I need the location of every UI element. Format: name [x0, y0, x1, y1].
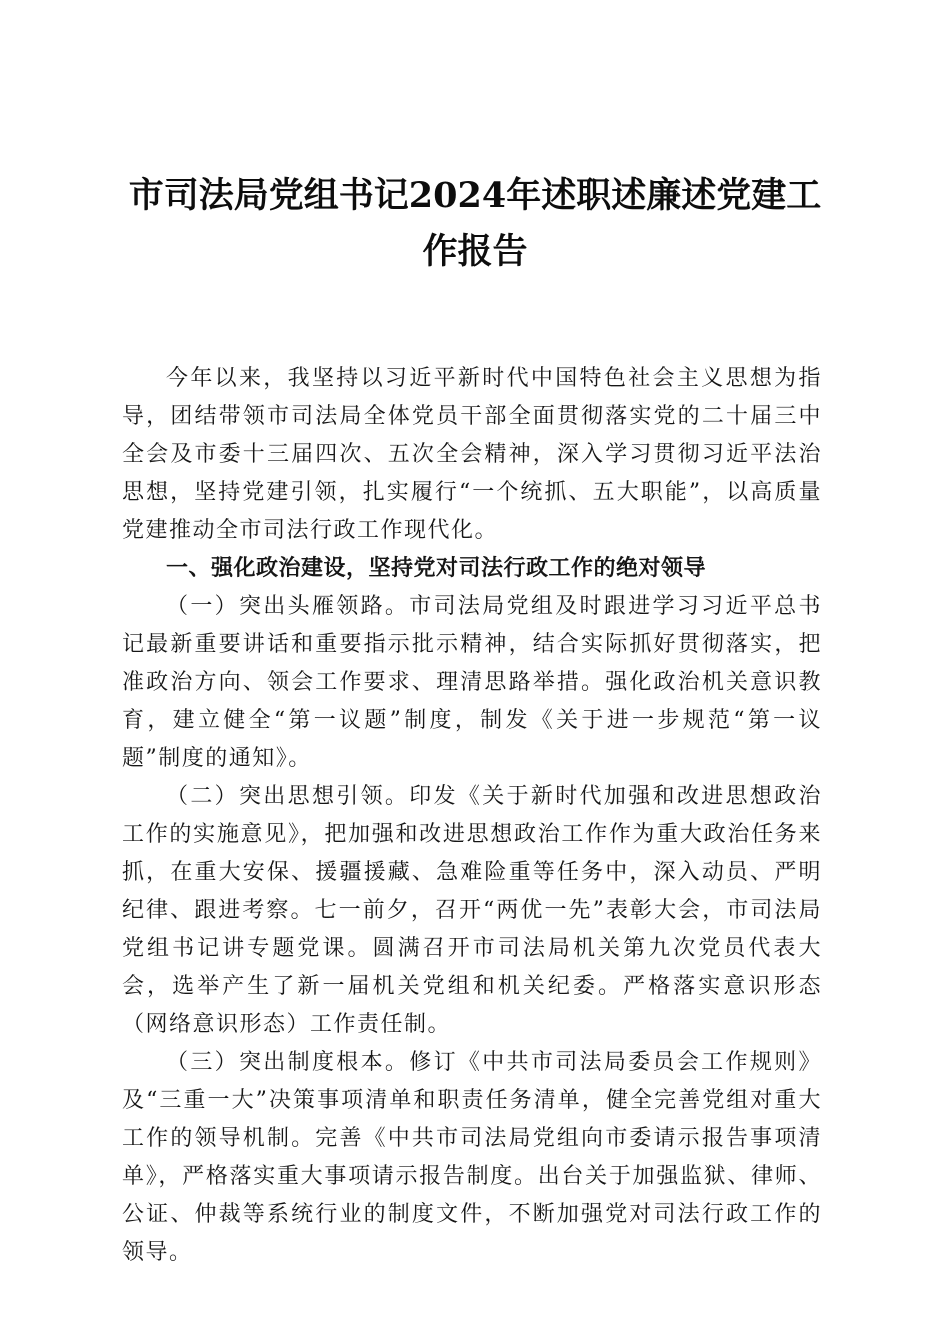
section-heading: 一、强化政治建设，坚持党对司法行政工作的绝对领导	[166, 556, 707, 581]
document-body	[122, 360, 822, 1272]
item-lead: （三）突出制度根本。	[166, 1050, 410, 1075]
paragraph-item-1	[122, 588, 822, 778]
paragraph-item-2	[122, 778, 822, 1044]
paragraph-item-3	[122, 1044, 822, 1272]
item-text: 印发《关于新时代加强和改进思想政治工作的实施意见》，把加强和改进思想政治工作作为重大政治任务来抓，在重大安保、援疆援藏、急难险重等任务中，深入动员、严明纪律、跟进考察。七一前夕，召开“两优一先”表彰大会，市司法局党组书记讲专题党课。圆满召开市司法局机关第九次党员代表大会，选举产生了新一届机关党组和机关纪委。严格落实意识形态（网络意识形态）工作责任制。	[122, 784, 822, 1037]
document-title: 市司法局党组书记2024年述职述廉述党建工作报告	[128, 175, 822, 272]
item-text: 市司法局党组及时跟进学习习近平总书记最新重要讲话和重要指示批示精神，结合实际抓好贯彻落实，把准政治方向、领会工作要求、理清思路举措。强化政治机关意识教育，建立健全“第一议题”制度，制发《关于进一步规范“第一议题”制度的通知》。	[122, 594, 822, 771]
item-lead: （一）突出头雁领路。	[166, 594, 410, 619]
item-text: 修订《中共市司法局委员会工作规则》及“三重一大”决策事项清单和职责任务清单，健全完善党组对重大工作的领导机制。完善《中共市司法局党组向市委请示报告事项清单》，严格落实重大事项请示报告制度。出台关于加强监狱、律师、公证、仲裁等系统行业的制度文件，不断加强党对司法行政工作的领导。	[122, 1050, 822, 1265]
intro-paragraph: 今年以来，我坚持以习近平新时代中国特色社会主义思想为指导，团结带领市司法局全体党员干部全面贯彻落实党的二十届三中全会及市委十三届四次、五次全会精神，深入学习贯彻习近平法治思想，坚持党建引领，扎实履行“一个统抓、五大职能”，以高质量党建推动全市司法行政工作现代化。	[122, 366, 822, 543]
item-lead: （二）突出思想引领。	[166, 784, 410, 809]
